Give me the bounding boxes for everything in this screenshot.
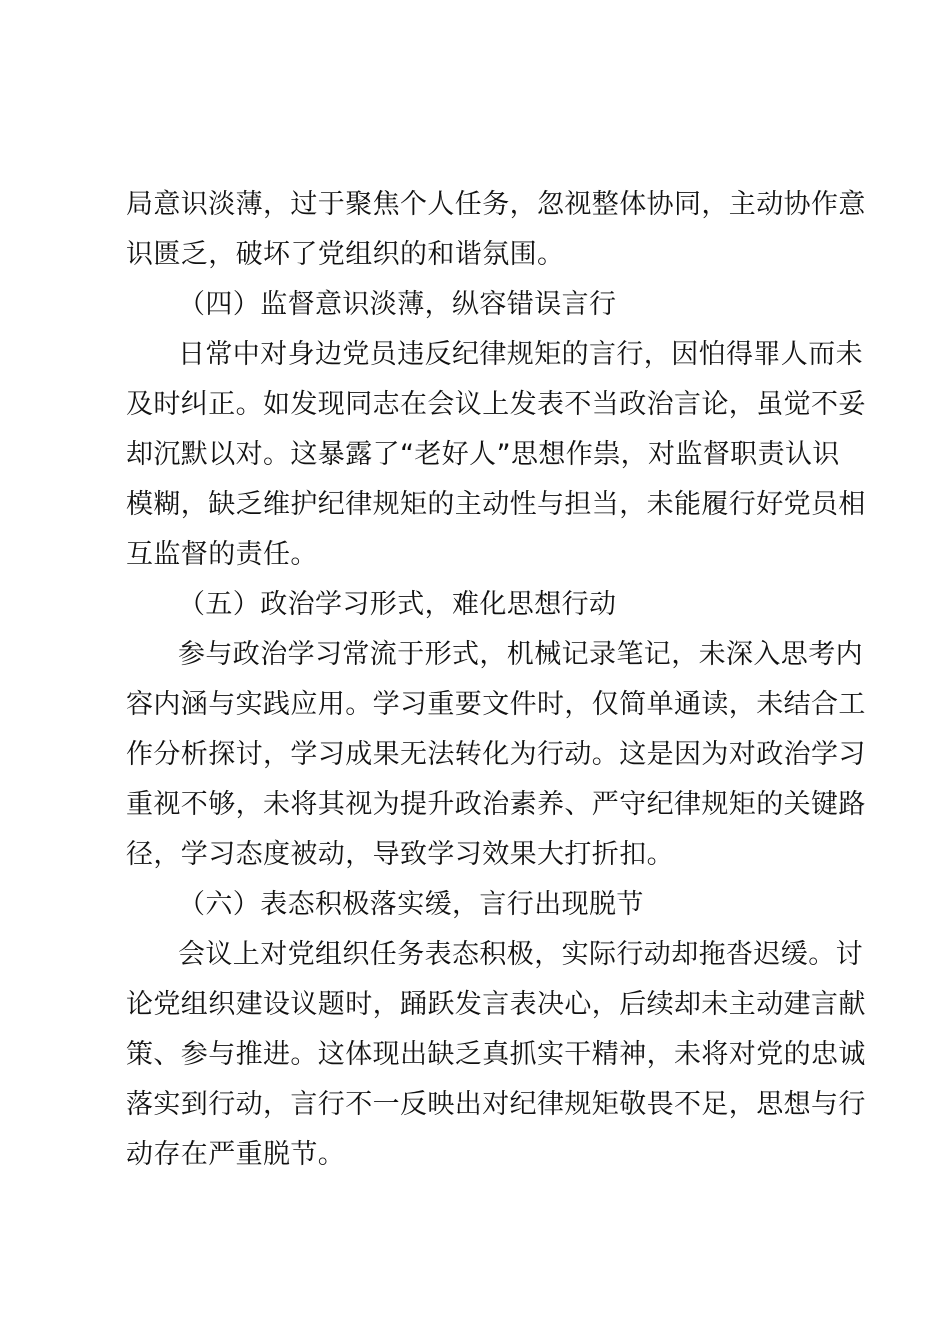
section-heading: （四）监督意识淡薄，纵容错误言行 xyxy=(178,289,617,320)
text-line: 局意识淡薄，过于聚焦个人任务，忽视整体协同，主动协作意 xyxy=(126,189,866,220)
document-body xyxy=(126,180,866,1180)
paragraph-first-line: 日常中对身边党员违反纪律规矩的言行，因怕得罪人而未 xyxy=(178,339,863,370)
section-heading: （五）政治学习形式，难化思想行动 xyxy=(178,589,617,620)
text-line: 识匮乏，破坏了党组织的和谐氛围。 xyxy=(126,239,565,270)
text-line: 落实到行动，言行不一反映出对纪律规矩敬畏不足，思想与行 xyxy=(126,1089,866,1120)
text-line: 径，学习态度被动，导致学习效果大打折扣。 xyxy=(126,839,674,870)
text-line: 论党组织建设议题时，踊跃发言表决心，后续却未主动建言献 xyxy=(126,989,866,1020)
paragraph-first-line: 会议上对党组织任务表态积极，实际行动却拖沓迟缓。讨 xyxy=(178,939,863,970)
text-line: 互监督的责任。 xyxy=(126,539,318,570)
text-line: 动存在严重脱节。 xyxy=(126,1139,346,1170)
text-line: 容内涵与实践应用。学习重要文件时，仅简单通读，未结合工 xyxy=(126,689,866,720)
section-heading: （六）表态积极落实缓，言行出现脱节 xyxy=(178,889,644,920)
text-line: 重视不够，未将其视为提升政治素养、严守纪律规矩的关键路 xyxy=(126,789,866,820)
text-line: 模糊，缺乏维护纪律规矩的主动性与担当，未能履行好党员相 xyxy=(126,489,866,520)
text-line: 却沉默以对。这暴露了“老好人”思想作祟，对监督职责认识 xyxy=(126,439,840,470)
text-line: 策、参与推进。这体现出缺乏真抓实干精神，未将对党的忠诚 xyxy=(126,1039,866,1070)
text-line: 及时纠正。如发现同志在会议上发表不当政治言论，虽觉不妥 xyxy=(126,389,866,420)
paragraph-first-line: 参与政治学习常流于形式，机械记录笔记，未深入思考内 xyxy=(178,639,863,670)
text-line: 作分析探讨，学习成果无法转化为行动。这是因为对政治学习 xyxy=(126,739,866,770)
